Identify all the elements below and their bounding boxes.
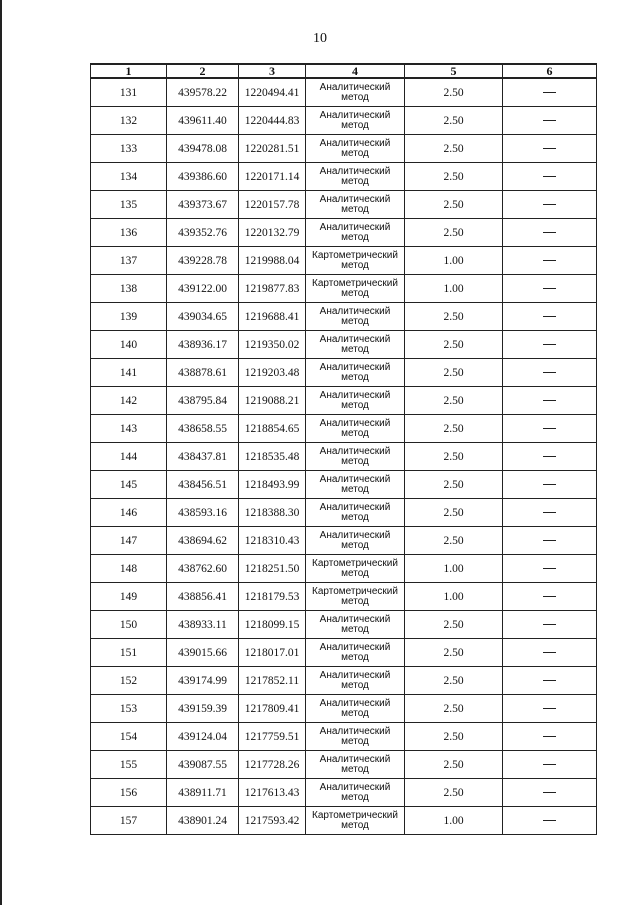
method-word: метод [341,455,369,467]
accuracy-cell: 1.00 [405,583,503,611]
method-name: Аналитический [319,725,391,737]
accuracy-cell: 1.00 [405,555,503,583]
x-coordinate-cell: 439159.39 [167,695,239,723]
table-body [91,78,597,835]
dash-mark [543,680,556,681]
method-word: метод [341,119,369,131]
dash-mark [543,316,556,317]
method-cell [306,779,405,807]
table-row [91,611,597,639]
point-number-cell: 151 [91,639,167,667]
table-row [91,667,597,695]
method-word: метод [341,203,369,215]
point-number-cell: 152 [91,667,167,695]
method-cell [306,639,405,667]
y-coordinate-cell: 1220494.41 [239,78,306,107]
method-name: Аналитический [319,81,391,93]
method-name: Аналитический [319,641,391,653]
y-coordinate-cell: 1217852.11 [239,667,306,695]
point-number-cell: 145 [91,471,167,499]
accuracy-cell: 2.50 [405,135,503,163]
x-coordinate-cell: 439174.99 [167,667,239,695]
column-6-cell [503,723,597,751]
dash-mark [543,568,556,569]
method-cell [306,443,405,471]
y-coordinate-cell: 1217613.43 [239,779,306,807]
method-name: Аналитический [319,361,391,373]
dash-mark [543,176,556,177]
method-name: Аналитический [319,165,391,177]
y-coordinate-cell: 1220444.83 [239,107,306,135]
y-coordinate-cell: 1220281.51 [239,135,306,163]
dash-mark [543,512,556,513]
point-number-cell: 143 [91,415,167,443]
dash-mark [543,652,556,653]
table-row [91,78,597,107]
table-row [91,723,597,751]
method-word: метод [341,259,369,271]
method-cell [306,163,405,191]
point-number-cell: 133 [91,135,167,163]
x-coordinate-cell: 438593.16 [167,499,239,527]
point-number-cell: 150 [91,611,167,639]
point-number-cell: 146 [91,499,167,527]
method-cell [306,387,405,415]
y-coordinate-cell: 1220157.78 [239,191,306,219]
accuracy-cell: 2.50 [405,387,503,415]
accuracy-cell: 2.50 [405,751,503,779]
accuracy-cell: 1.00 [405,247,503,275]
column-6-cell [503,275,597,303]
table-row [91,415,597,443]
dash-mark [543,372,556,373]
y-coordinate-cell: 1218179.53 [239,583,306,611]
method-name: Аналитический [319,473,391,485]
dash-mark [543,820,556,821]
point-number-cell: 131 [91,78,167,107]
method-name: Картометрический [312,249,398,261]
method-cell [306,807,405,835]
x-coordinate-cell: 438936.17 [167,331,239,359]
x-coordinate-cell: 438901.24 [167,807,239,835]
method-name: Картометрический [312,277,398,289]
column-6-cell [503,78,597,107]
method-cell [306,583,405,611]
method-word: метод [341,175,369,187]
x-coordinate-cell: 438762.60 [167,555,239,583]
y-coordinate-cell: 1218017.01 [239,639,306,667]
y-coordinate-cell: 1218251.50 [239,555,306,583]
accuracy-cell: 2.50 [405,639,503,667]
table-row [91,443,597,471]
method-name: Аналитический [319,781,391,793]
dash-mark [543,288,556,289]
accuracy-cell: 2.50 [405,443,503,471]
point-number-cell: 144 [91,443,167,471]
table-row [91,107,597,135]
x-coordinate-cell: 438933.11 [167,611,239,639]
point-number-cell: 132 [91,107,167,135]
table-row [91,807,597,835]
method-name: Картометрический [312,585,398,597]
method-cell [306,219,405,247]
x-coordinate-cell: 439124.04 [167,723,239,751]
dash-mark [543,456,556,457]
accuracy-cell: 1.00 [405,807,503,835]
y-coordinate-cell: 1217809.41 [239,695,306,723]
method-cell [306,107,405,135]
column-6-cell [503,555,597,583]
method-cell [306,751,405,779]
accuracy-cell: 2.50 [405,359,503,387]
point-number-cell: 154 [91,723,167,751]
method-word: метод [341,539,369,551]
table-row [91,387,597,415]
y-coordinate-cell: 1218535.48 [239,443,306,471]
accuracy-cell: 2.50 [405,78,503,107]
x-coordinate-cell: 438795.84 [167,387,239,415]
column-6-cell [503,695,597,723]
method-word: метод [341,819,369,831]
method-name: Аналитический [319,221,391,233]
y-coordinate-cell: 1217759.51 [239,723,306,751]
x-coordinate-cell: 438856.41 [167,583,239,611]
column-6-cell [503,779,597,807]
column-6-cell [503,331,597,359]
y-coordinate-cell: 1220132.79 [239,219,306,247]
x-coordinate-cell: 439478.08 [167,135,239,163]
y-coordinate-cell: 1218854.65 [239,415,306,443]
method-name: Картометрический [312,809,398,821]
dash-mark [543,148,556,149]
column-6-cell [503,135,597,163]
dash-mark [543,428,556,429]
dash-mark [543,596,556,597]
y-coordinate-cell: 1218099.15 [239,611,306,639]
dash-mark [543,344,556,345]
point-number-cell: 142 [91,387,167,415]
point-number-cell: 149 [91,583,167,611]
method-name: Аналитический [319,529,391,541]
y-coordinate-cell: 1218493.99 [239,471,306,499]
accuracy-cell: 2.50 [405,527,503,555]
accuracy-cell: 2.50 [405,779,503,807]
accuracy-cell: 2.50 [405,191,503,219]
x-coordinate-cell: 439228.78 [167,247,239,275]
x-coordinate-cell: 439373.67 [167,191,239,219]
method-word: метод [341,567,369,579]
column-6-cell [503,471,597,499]
method-word: метод [341,287,369,299]
column-6-cell [503,443,597,471]
header-col-2: 2 [167,64,239,78]
accuracy-cell: 2.50 [405,471,503,499]
column-6-cell [503,359,597,387]
method-word: метод [341,91,369,103]
accuracy-cell: 1.00 [405,275,503,303]
y-coordinate-cell: 1218388.30 [239,499,306,527]
point-number-cell: 156 [91,779,167,807]
method-cell [306,359,405,387]
x-coordinate-cell: 439034.65 [167,303,239,331]
y-coordinate-cell: 1219688.41 [239,303,306,331]
table-row [91,471,597,499]
method-word: метод [341,763,369,775]
column-6-cell [503,667,597,695]
method-name: Аналитический [319,333,391,345]
column-6-cell [503,527,597,555]
method-word: метод [341,791,369,803]
method-cell [306,303,405,331]
method-name: Аналитический [319,697,391,709]
table-row [91,219,597,247]
accuracy-cell: 2.50 [405,303,503,331]
accuracy-cell: 2.50 [405,695,503,723]
accuracy-cell: 2.50 [405,667,503,695]
accuracy-cell: 2.50 [405,107,503,135]
method-cell [306,611,405,639]
y-coordinate-cell: 1217593.42 [239,807,306,835]
method-word: метод [341,707,369,719]
accuracy-cell: 2.50 [405,499,503,527]
point-number-cell: 148 [91,555,167,583]
accuracy-cell: 2.50 [405,163,503,191]
table-header-row [91,64,597,78]
accuracy-cell: 2.50 [405,723,503,751]
method-name: Картометрический [312,557,398,569]
column-6-cell [503,415,597,443]
method-name: Аналитический [319,445,391,457]
point-number-cell: 140 [91,331,167,359]
header-col-6: 6 [503,64,597,78]
x-coordinate-cell: 438878.61 [167,359,239,387]
point-number-cell: 134 [91,163,167,191]
method-cell [306,471,405,499]
column-6-cell [503,191,597,219]
method-cell [306,695,405,723]
dash-mark [543,764,556,765]
method-cell [306,191,405,219]
x-coordinate-cell: 438437.81 [167,443,239,471]
method-word: метод [341,623,369,635]
method-word: метод [341,231,369,243]
y-coordinate-cell: 1217728.26 [239,751,306,779]
table-row [91,191,597,219]
point-number-cell: 135 [91,191,167,219]
method-name: Аналитический [319,137,391,149]
method-word: метод [341,343,369,355]
method-cell [306,247,405,275]
x-coordinate-cell: 439578.22 [167,78,239,107]
point-number-cell: 137 [91,247,167,275]
method-name: Аналитический [319,669,391,681]
method-name: Аналитический [319,501,391,513]
point-number-cell: 138 [91,275,167,303]
method-cell [306,667,405,695]
dash-mark [543,92,556,93]
accuracy-cell: 2.50 [405,415,503,443]
y-coordinate-cell: 1220171.14 [239,163,306,191]
method-name: Аналитический [319,305,391,317]
dash-mark [543,736,556,737]
accuracy-cell: 2.50 [405,611,503,639]
table-row [91,751,597,779]
method-word: метод [341,511,369,523]
method-cell [306,527,405,555]
header-col-1: 1 [91,64,167,78]
dash-mark [543,204,556,205]
x-coordinate-cell: 439122.00 [167,275,239,303]
table-row [91,779,597,807]
table-row [91,247,597,275]
page-number: 10 [313,31,327,46]
dash-mark [543,540,556,541]
y-coordinate-cell: 1218310.43 [239,527,306,555]
method-word: метод [341,595,369,607]
method-cell [306,78,405,107]
accuracy-cell: 2.50 [405,331,503,359]
method-word: метод [341,427,369,439]
table-row [91,303,597,331]
method-name: Аналитический [319,613,391,625]
header-col-5: 5 [405,64,503,78]
table-row [91,163,597,191]
table-row [91,135,597,163]
method-cell [306,499,405,527]
method-word: метод [341,679,369,691]
method-name: Аналитический [319,417,391,429]
column-6-cell [503,639,597,667]
accuracy-cell: 2.50 [405,219,503,247]
method-name: Аналитический [319,389,391,401]
x-coordinate-cell: 438694.62 [167,527,239,555]
y-coordinate-cell: 1219877.83 [239,275,306,303]
dash-mark [543,792,556,793]
method-name: Аналитический [319,193,391,205]
table-row [91,359,597,387]
column-6-cell [503,247,597,275]
point-number-cell: 155 [91,751,167,779]
table-row [91,499,597,527]
point-number-cell: 147 [91,527,167,555]
table-row [91,695,597,723]
table-row [91,639,597,667]
method-cell [306,331,405,359]
x-coordinate-cell: 438456.51 [167,471,239,499]
y-coordinate-cell: 1219988.04 [239,247,306,275]
header-col-4: 4 [306,64,405,78]
table-row [91,555,597,583]
method-name: Аналитический [319,753,391,765]
method-cell [306,275,405,303]
dash-mark [543,232,556,233]
table-row [91,275,597,303]
y-coordinate-cell: 1219350.02 [239,331,306,359]
x-coordinate-cell: 439015.66 [167,639,239,667]
method-word: метод [341,371,369,383]
point-number-cell: 153 [91,695,167,723]
dash-mark [543,120,556,121]
column-6-cell [503,807,597,835]
column-6-cell [503,107,597,135]
dash-mark [543,484,556,485]
x-coordinate-cell: 439087.55 [167,751,239,779]
column-6-cell [503,303,597,331]
column-6-cell [503,219,597,247]
table-row [91,331,597,359]
point-number-cell: 141 [91,359,167,387]
column-6-cell [503,387,597,415]
header-col-3: 3 [239,64,306,78]
point-number-cell: 136 [91,219,167,247]
x-coordinate-cell: 439386.60 [167,163,239,191]
x-coordinate-cell: 438911.71 [167,779,239,807]
dash-mark [543,708,556,709]
dash-mark [543,400,556,401]
table-row [91,527,597,555]
method-cell [306,415,405,443]
page-edge-line [0,0,2,905]
point-number-cell: 139 [91,303,167,331]
x-coordinate-cell: 439611.40 [167,107,239,135]
dash-mark [543,260,556,261]
y-coordinate-cell: 1219088.21 [239,387,306,415]
method-cell [306,135,405,163]
x-coordinate-cell: 439352.76 [167,219,239,247]
y-coordinate-cell: 1219203.48 [239,359,306,387]
column-6-cell [503,611,597,639]
method-word: метод [341,483,369,495]
x-coordinate-cell: 438658.55 [167,415,239,443]
method-cell [306,723,405,751]
dash-mark [543,624,556,625]
column-6-cell [503,163,597,191]
method-word: метод [341,651,369,663]
method-word: метод [341,147,369,159]
table-row [91,583,597,611]
method-word: метод [341,735,369,747]
method-word: метод [341,315,369,327]
method-cell [306,555,405,583]
method-name: Аналитический [319,109,391,121]
method-word: метод [341,399,369,411]
coordinates-table [90,63,597,835]
column-6-cell [503,751,597,779]
column-6-cell [503,583,597,611]
point-number-cell: 157 [91,807,167,835]
column-6-cell [503,499,597,527]
